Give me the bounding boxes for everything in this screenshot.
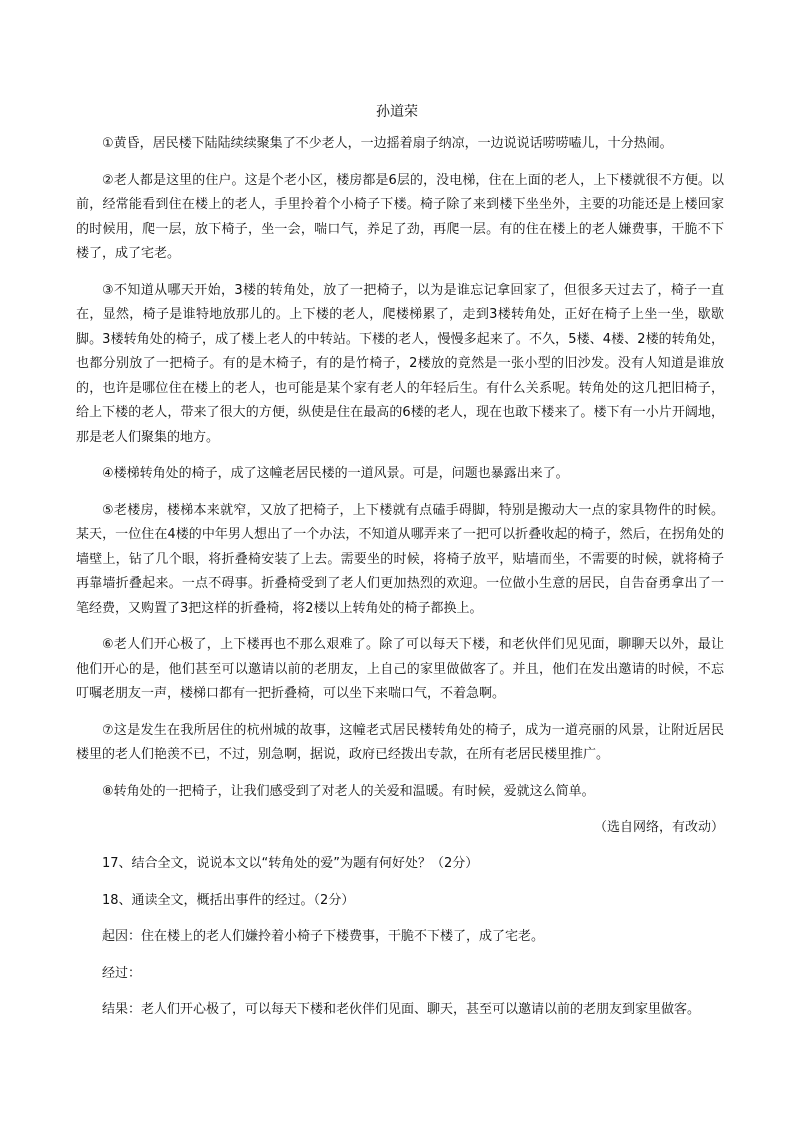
paragraph-7: ⑦这是发生在我所居住的杭州城的故事，这幢老式居民楼转角处的椅子，成为一道亮丽的风景，让附近居民楼里的老人们艳羡不已，不过，别急啊，据说，政府已经拨出专款，在所有老居民楼里推广。	[76, 722, 724, 762]
question-18: 18、通读全文，概括出事件的经过。（2分）	[102, 892, 355, 908]
article-body	[76, 132, 724, 1035]
paragraph-5: ⑤老楼房，楼梯本来就窄，又放了把椅子，上下楼就有点磕手碍脚，特别是搬动大一点的家具物件的时候。某天，一位住在4楼的中年男人想出了一个办法，不知道从哪弄来了一把可以折叠收起的椅子，然后，在拐角处的墙壁上，钻了几个眼，将折叠椅安装了上去。需要坐的时候，将椅子放平，贴墙而坐，不需要的时候，就将椅子再靠墙折叠起来。一点不碍事。折叠椅受到了老人们更加热烈的欢迎。一位做小生意的居民，自告奋勇拿出了一笔经费，又购置了3把这样的折叠椅，将2楼以上转角处的椅子都换上。	[76, 502, 724, 616]
paragraph-4: ④楼梯转角处的椅子，成了这幢老居民楼的一道风景。可是，问题也暴露出来了。	[102, 466, 569, 481]
answer-cause: 起因：住在楼上的老人们嫌拎着小椅子下楼费事，干脆不下楼了，成了宅老。	[102, 929, 545, 944]
source-note: （选自网络，有改动）	[593, 820, 724, 835]
answer-result: 结果：老人们开心极了，可以每天下楼和老伙伴们见面、聊天，甚至可以邀请以前的老朋友到家里做客。	[102, 1002, 701, 1017]
paragraph-8: ⑧转角处的一把椅子，让我们感受到了对老人的关爱和温暖。有时候，爱就这么简单。	[102, 783, 595, 799]
answer-process: 经过：	[102, 965, 142, 981]
question-17: 17、结合全文，说说本文以“转角处的爱”为题有何好处？（2分）	[102, 856, 479, 871]
paragraph-6: ⑥老人们开心极了，上下楼再也不那么艰难了。除了可以每天下楼，和老伙伴们见见面，聊聊天以外，最让他们开心的是，他们甚至可以邀请以前的老朋友，上自己的家里做做客了。并且，他们在发出邀请的时候，不忘叮嘱老朋友一声，楼梯口都有一把折叠椅，可以坐下来喘口气，不着急啊。	[76, 637, 724, 701]
paragraph-3: ③不知道从哪天开始，3楼的转角处，放了一把椅子，以为是谁忘记拿回家了，但很多天过去了，椅子一直在，显然，椅子是谁特地放那儿的。上下楼的老人，爬楼梯累了，走到3楼转角处，正好在椅子上坐一坐，歇歇脚。3楼转角处的椅子，成了楼上老人的中转站。下楼的老人，慢慢多起来了。不久，5楼、4楼、2楼的转角处，也都分别放了一把椅子。有的是木椅子，有的是竹椅子，2楼放的竟然是一张小型的旧沙发。没有人知道是谁放的，也许是哪位住在楼上的老人，也可能是某个家有老人的年轻后生。有什么关系呢。转角处的这几把旧椅子，给上下楼的老人，带来了很大的方便，纵使是住在最高的6楼的老人，现在也敢下楼来了。楼下有一小片开阔地，那是老人们聚集的地方。	[76, 282, 724, 445]
paragraph-2: ②老人都是这里的住户。这是个老小区，楼房都是6层的，没电梯，住在上面的老人，上下楼就很不方便。以前，经常能看到住在楼上的老人，手里拎着个小椅子下楼。椅子除了来到楼下坐坐外，主要的功能还是上楼回家的时候用，爬一层，放下椅子，坐一会，喘口气，养足了劲，再爬一层。有的住在楼上的老人嫌费事，干脆不下楼了，成了宅老。	[76, 172, 724, 261]
author-name: 孙道荣	[376, 104, 418, 120]
paragraph-1: ①黄昏，居民楼下陆陆续续聚集了不少老人，一边摇着扇子纳凉，一边说说话唠唠嗑儿，十分热闹。	[102, 136, 673, 151]
